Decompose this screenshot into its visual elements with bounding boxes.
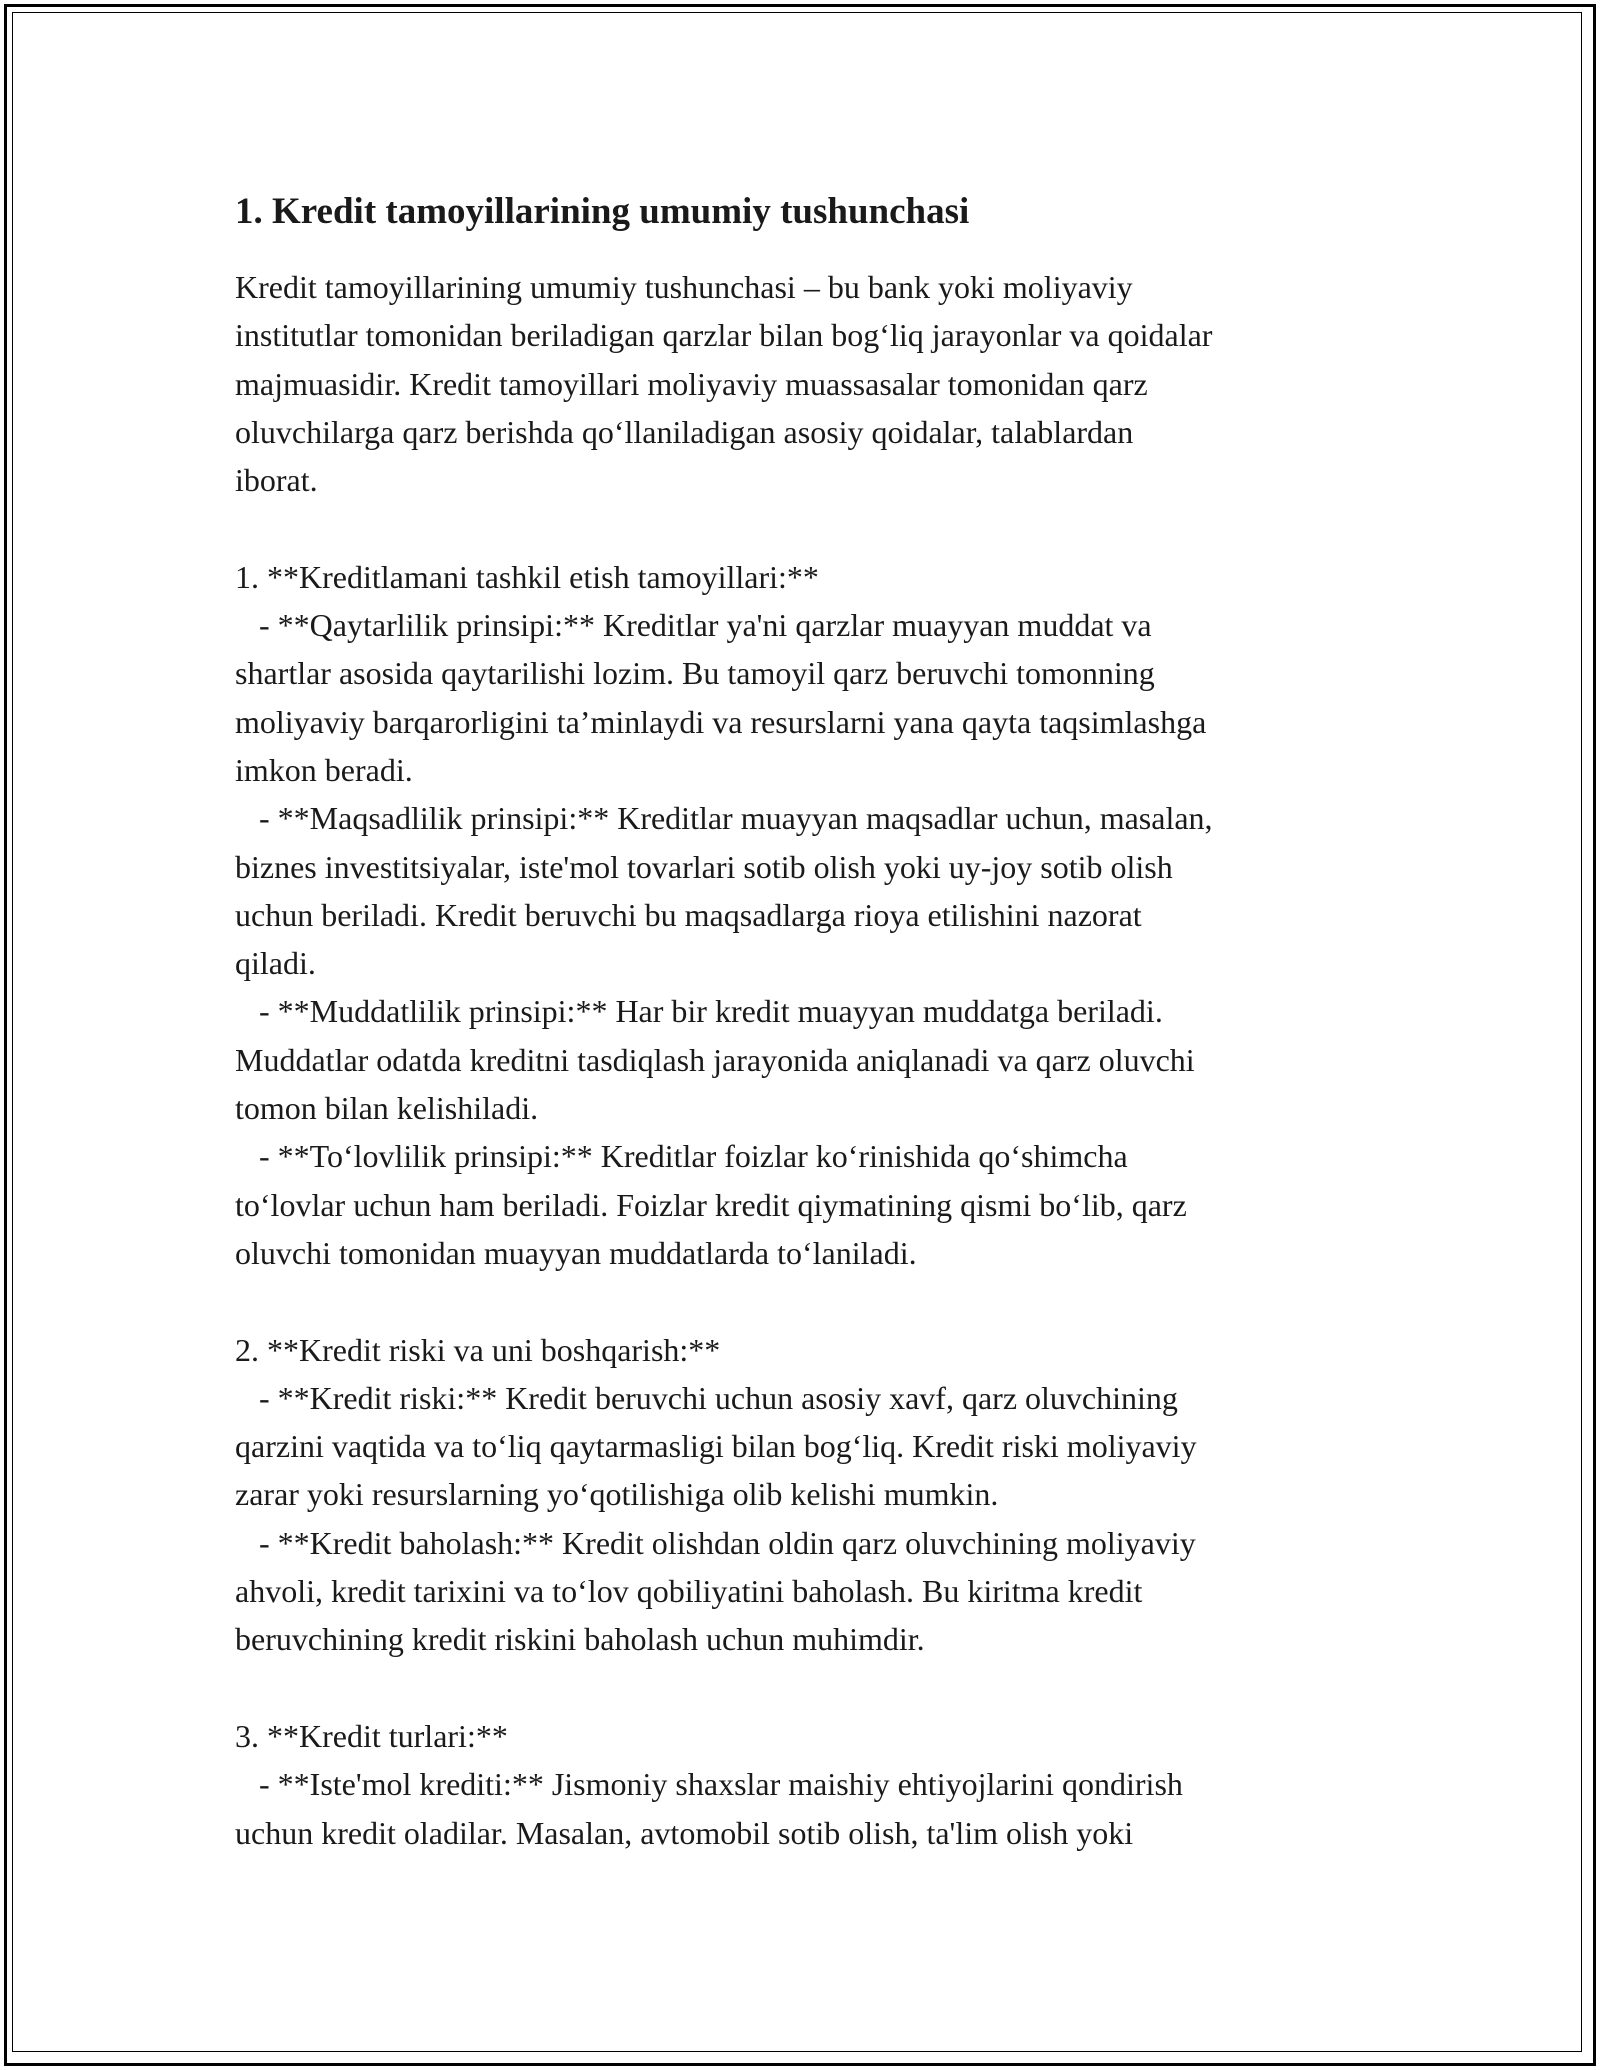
paragraph-gap (235, 504, 1380, 552)
text-line: biznes investitsiyalar, iste'mol tovarlari sotib olish yoki uy-joy sotib olish (235, 848, 1173, 885)
text-line: imkon beradi. (235, 751, 413, 788)
text-line: to‘lovlar uchun ham beriladi. Foizlar kredit qiymatining qismi bo‘lib, qarz (235, 1186, 1187, 1223)
text-line: qarzini vaqtida va to‘liq qaytarmasligi bilan bog‘liq. Kredit riski moliyaviy (235, 1428, 1197, 1465)
text-line: beruvchining kredit riskini baholash uchun muhimdir. (235, 1621, 925, 1658)
section-3 (235, 1712, 1380, 1857)
section-heading: 3. **Kredit turlari:** (235, 1717, 508, 1754)
text-line: - **Kredit baholash:** Kredit olishdan oldin qarz oluvchining moliyaviy (235, 1524, 1196, 1561)
text-line: tomon bilan kelishiladi. (235, 1090, 539, 1127)
paragraph-gap (235, 1277, 1380, 1325)
text-line: Kredit tamoyillarining umumiy tushunchasi – bu bank yoki moliyaviy (235, 269, 1133, 305)
text-line: - **Maqsadlilik prinsipi:** Kreditlar muayyan maqsadlar uchun, masalan, (235, 800, 1213, 837)
text-line: institutlar tomonidan beriladigan qarzlar bilan bog‘liq jarayonlar va qoidalar (235, 317, 1213, 354)
section-2 (235, 1326, 1380, 1664)
document-body (235, 182, 1380, 1857)
text-line: Muddatlar odatda kreditni tasdiqlash jarayonida aniqlanadi va qarz oluvchi (235, 1041, 1195, 1078)
text-line: - **Muddatlilik prinsipi:** Har bir kredit muayyan muddatga beriladi. (235, 993, 1163, 1030)
text-line: uchun beriladi. Kredit beruvchi bu maqsadlarga rioya etilishini nazorat (235, 896, 1142, 933)
paragraph-gap (235, 1664, 1380, 1712)
text-line: iborat. (235, 462, 318, 499)
text-line: - **Kredit riski:** Kredit beruvchi uchun asosiy xavf, qarz oluvchining (235, 1379, 1178, 1416)
text-line: - **To‘lovlilik prinsipi:** Kreditlar foizlar ko‘rinishida qo‘shimcha (235, 1138, 1128, 1175)
text-line: oluvchilarga qarz berishda qo‘llaniladigan asosiy qoidalar, talablardan (235, 413, 1134, 450)
section-heading: 1. **Kreditlamani tashkil etish tamoyillari:** (235, 558, 819, 595)
section-heading: 2. **Kredit riski va uni boshqarish:** (235, 1331, 721, 1368)
intro-paragraph (235, 263, 1380, 504)
document-heading: 1. Kredit tamoyillarining umumiy tushunchasi (235, 191, 970, 232)
text-line: zarar yoki resurslarning yo‘qotilishiga olib kelishi mumkin. (235, 1476, 999, 1513)
text-line: oluvchi tomonidan muayyan muddatlarda to‘laniladi. (235, 1234, 917, 1271)
text-line: shartlar asosida qaytarilishi lozim. Bu tamoyil qarz beruvchi tomonning (235, 655, 1155, 692)
text-line: - **Qaytarlilik prinsipi:** Kreditlar ya'ni qarzlar muayyan muddat va (235, 607, 1152, 644)
text-line: ahvoli, kredit tarixini va to‘lov qobiliyatini baholash. Bu kiritma kredit (235, 1573, 1143, 1610)
text-line: moliyaviy barqarorligini ta’minlaydi va resurslarni yana qayta taqsimlashga (235, 703, 1207, 740)
section-1 (235, 553, 1380, 1277)
text-line: qiladi. (235, 945, 316, 982)
text-line: majmuasidir. Kredit tamoyillari moliyaviy muassasalar tomonidan qarz (235, 365, 1148, 402)
text-line: - **Iste'mol krediti:** Jismoniy shaxslar maishiy ehtiyojlarini qondirish (235, 1766, 1183, 1803)
text-line: uchun kredit oladilar. Masalan, avtomobil sotib olish, ta'lim olish yoki (235, 1814, 1134, 1851)
